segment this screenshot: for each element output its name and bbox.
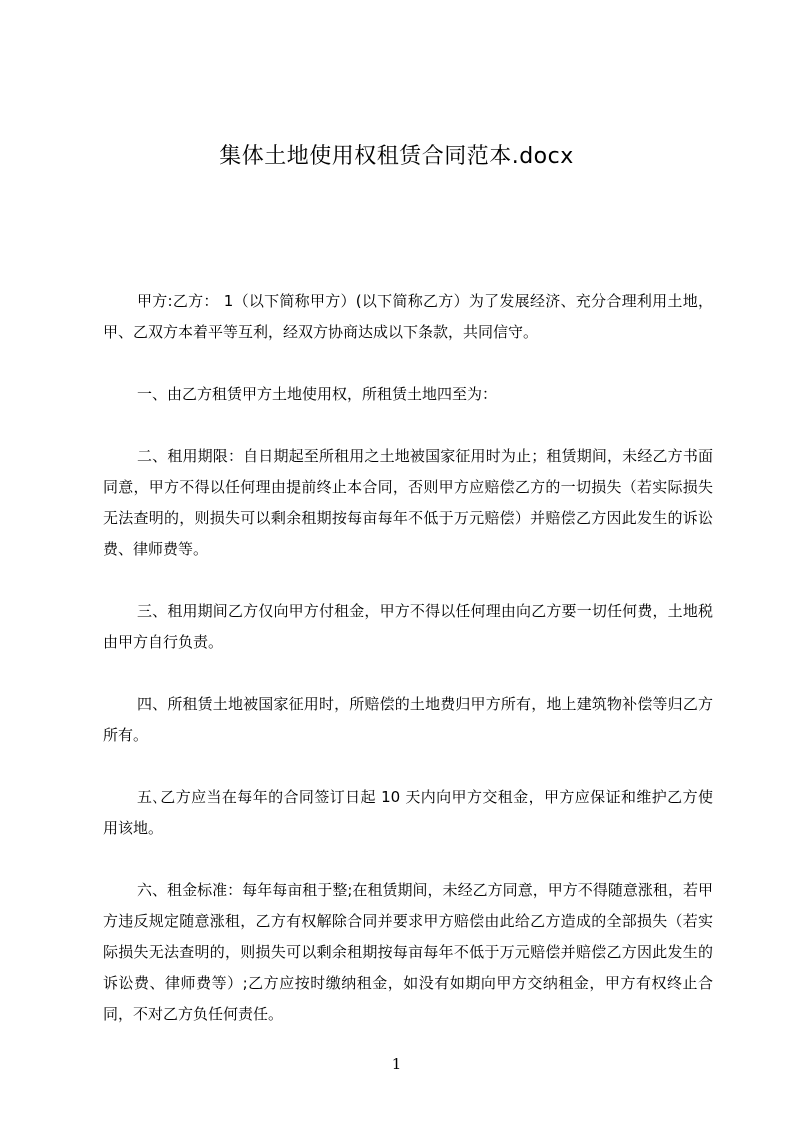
page-number: 1 <box>391 1055 402 1073</box>
paragraph-clause-1: 一、由乙方租赁甲方土地使用权，所租赁土地四至为： <box>137 385 498 403</box>
paragraph-clause-4: 四、所租赁土地被国家征用时，所赔偿的土地费归甲方所有，地上建筑物补偿等归乙方所有。 <box>103 695 713 744</box>
paragraph-clause-3: 三、租用期间乙方仅向甲方付租金，甲方不得以任何理由向乙方要一切任何费，土地税由甲方自行负责。 <box>103 602 713 651</box>
document-body <box>103 286 713 1061</box>
document-title: 集体土地使用权租赁合同范本.docx <box>219 144 574 169</box>
paragraph-clause-2: 二、租用期限：自日期起至所租用之土地被国家征用时为止；租赁期间，未经乙方书面同意，甲方不得以任何理由提前终止本合同，否则甲方应赔偿乙方的一切损失（若实际损失无法查明的，则损失可以剩余租期按每亩每年不低于万元赔偿）并赔偿乙方因此发生的诉讼费、律师费等。 <box>103 447 713 558</box>
paragraph-clause-6: 六、租金标准：每年每亩租于整;在租赁期间，未经乙方同意，甲方不得随意涨租，若甲方违反规定随意涨租，乙方有权解除合同并要求甲方赔偿由此给乙方造成的全部损失（若实际损失无法查明的，则损失可以剩余租期按每亩每年不低于万元赔偿并赔偿乙方因此发生的诉讼费、律师费等）;乙方应按时缴纳租金，如没有如期向甲方交纳租金，甲方有权终止合同，不对乙方负任何责任。 <box>103 881 713 1023</box>
paragraph-preamble: 甲方:乙方： 1（以下简称甲方）(以下简称乙方）为了发展经济、充分合理利用土地，甲、乙双方本着平等互利，经双方协商达成以下条款，共同信守。 <box>103 292 713 341</box>
paragraph-clause-5: 五､乙方应当在每年的合同签订日起 10 天内向甲方交租金，甲方应保证和维护乙方使用该地。 <box>103 788 713 837</box>
